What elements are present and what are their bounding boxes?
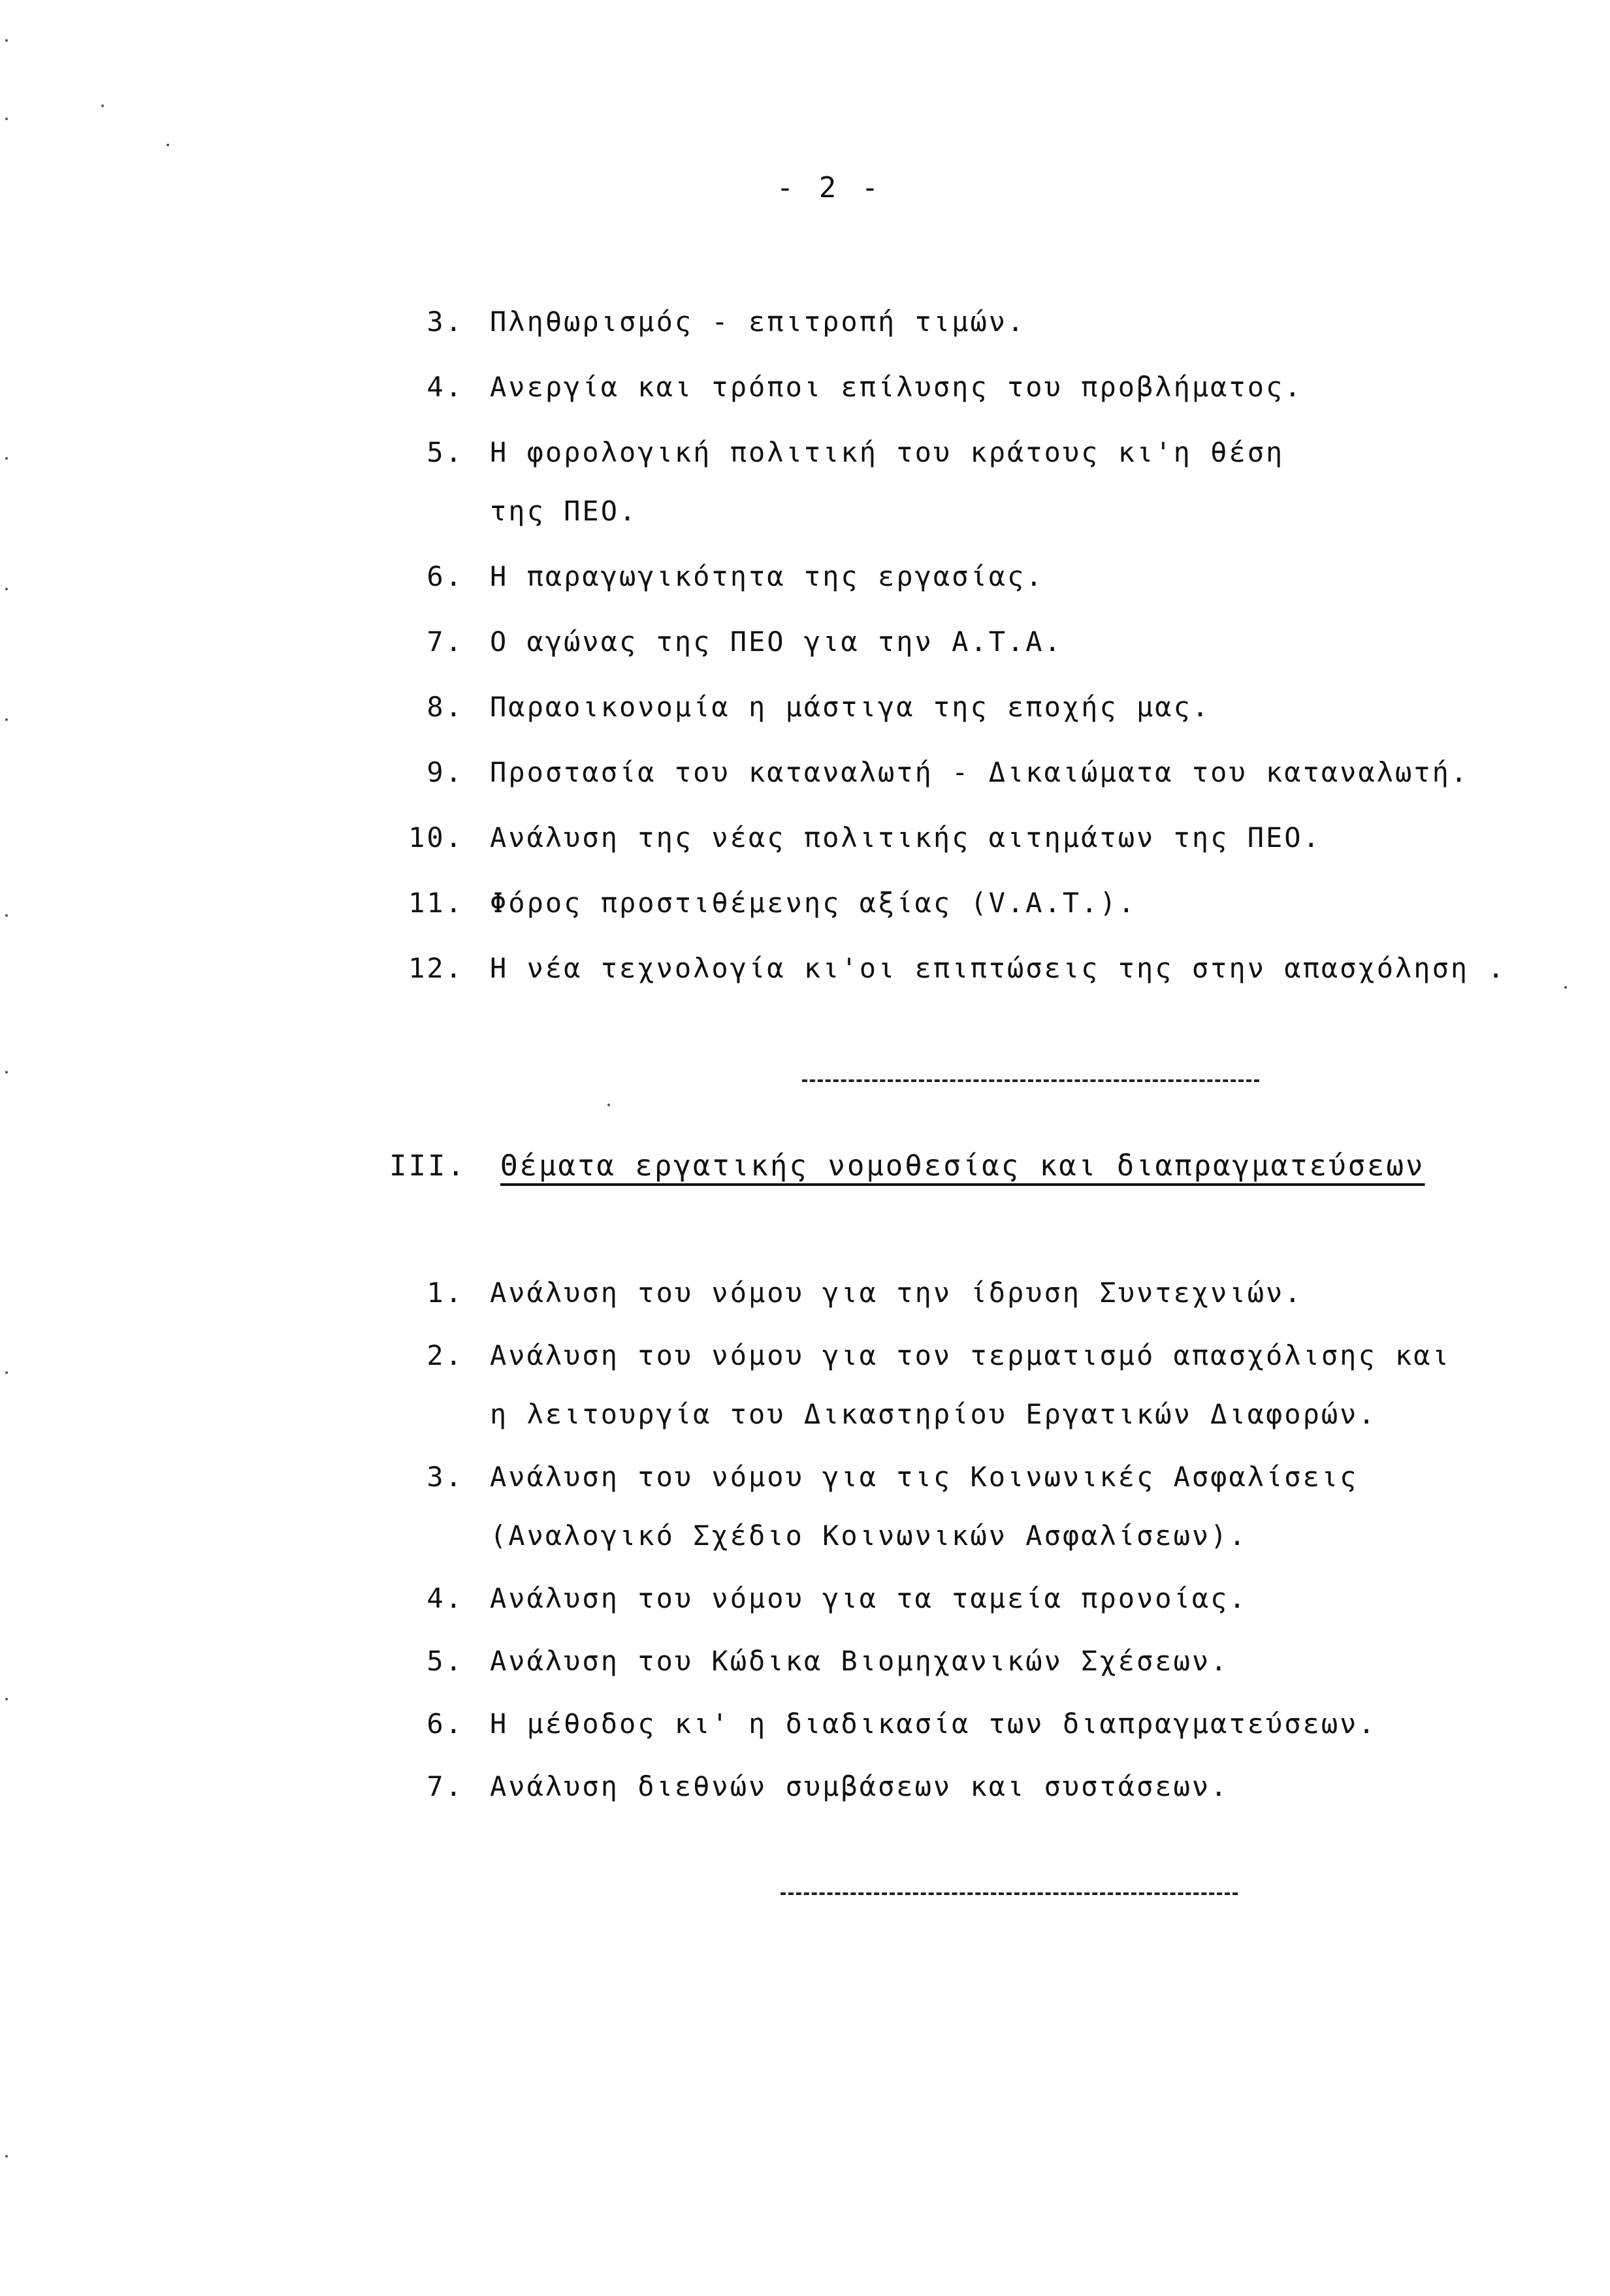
scan-speck [5,39,8,42]
item-text: Η παραγωγικότητα της εργασίας. [490,560,1044,592]
item-number: 4. [427,371,464,403]
list-item [385,874,1561,933]
scan-speck [5,914,8,917]
section-number: III. [389,1149,466,1183]
item-text: Η νέα τεχνολογία κι'οι επιπτώσεις της στην απασχόληση . [490,952,1506,984]
list-item [385,1264,1561,1322]
item-text: Ανάλυση της νέας πολιτικής αιτημάτων της ΠΕΟ. [490,821,1321,853]
item-text: Ο αγώνας της ΠΕΟ για την Α.Τ.Α. [490,626,1063,658]
list-item [385,1326,1561,1444]
item-number: 5. [427,436,464,468]
item-text: Παραοικονομία η μάστιγα της εποχής μας. [490,691,1211,723]
item-number: 11. [408,887,464,919]
topic-list-2 [385,1264,1561,1816]
item-number: 12. [408,952,464,984]
list-item [385,423,1561,541]
scan-speck [5,2155,8,2158]
item-text: Η φορολογική πολιτική του κράτους κι'η θέση [490,436,1285,468]
item-text: Προστασία του καταναλωτή - Δικαιώματα του καταναλωτή. [490,756,1470,788]
scan-speck [607,1104,610,1106]
item-text: Ανάλυση του νόμου για τα ταμεία προνοίας. [490,1582,1248,1614]
item-number: 9. [427,756,464,788]
page-number: - 2 - [776,171,883,204]
scan-speck [5,118,8,120]
list-item [385,808,1561,867]
item-text: Ανάλυση του νόμου για την ίδρυση Συντεχνιών. [490,1277,1303,1309]
section-title: Θέματα εργατικής νομοθεσίας και διαπραγματεύσεων [500,1149,1425,1183]
scan-speck [5,1698,8,1700]
list-item [385,613,1561,671]
scan-speck [5,1371,8,1374]
item-number: 8. [427,691,464,723]
list-item [385,547,1561,606]
item-number: 6. [427,1708,464,1740]
list-item [385,293,1561,351]
scan-speck [5,718,8,721]
list-item [385,1448,1561,1565]
scan-speck [5,588,8,590]
item-text: Ανάλυση διεθνών συμβάσεων και συστάσεων. [490,1770,1229,1802]
list-item [385,1569,1561,1628]
scan-speck [1564,986,1567,989]
item-text: Ανάλυση του νόμου για τον τερματισμό απασχόλισης και [490,1339,1451,1371]
item-text: Ανεργία και τρόποι επίλυσης του προβλήματος. [490,371,1303,403]
list-item [385,358,1561,417]
item-number: 4. [427,1582,464,1614]
item-number: 7. [427,626,464,658]
item-number: 10. [408,821,464,853]
scan-speck [167,144,169,146]
list-item [385,939,1561,998]
item-text: Πληθωρισμός - επιτροπή τιμών. [490,306,1026,338]
item-text: Ανάλυση του Κώδικα Βιομηχανικών Σχέσεων. [490,1645,1229,1677]
topic-list-1 [385,293,1561,998]
item-text: Ανάλυση του νόμου για τις Κοινωνικές Ασφαλίσεις [490,1461,1359,1493]
item-text: Η μέθοδος κι' η διαδικασία των διαπραγματεύσεων. [490,1708,1377,1740]
section-heading [389,1149,1425,1183]
list-item [385,1757,1561,1816]
scan-speck [5,457,8,460]
scan-speck [101,104,104,107]
item-number: 2. [427,1339,464,1371]
list-item [385,678,1561,737]
item-number: 1. [427,1277,464,1309]
item-text: Φόρος προστιθέμενης αξίας (V.A.T.). [490,887,1137,919]
item-text-continued: της ΠΕΟ. [490,495,638,527]
item-number: 5. [427,1645,464,1677]
list-item [385,1632,1561,1691]
item-number: 6. [427,560,464,592]
list-item [385,1695,1561,1753]
item-number: 3. [427,1461,464,1493]
scan-speck [5,1071,8,1074]
item-text-continued: (Αναλογικό Σχέδιο Κοινωνικών Ασφαλίσεων). [490,1520,1248,1552]
list-item [385,743,1561,802]
separator-line [781,1892,1238,1895]
item-number: 3. [427,306,464,338]
item-text-continued: η λειτουργία του Δικαστηρίου Εργατικών Διαφορών. [490,1398,1377,1430]
separator-line [802,1079,1259,1082]
item-number: 7. [427,1770,464,1802]
